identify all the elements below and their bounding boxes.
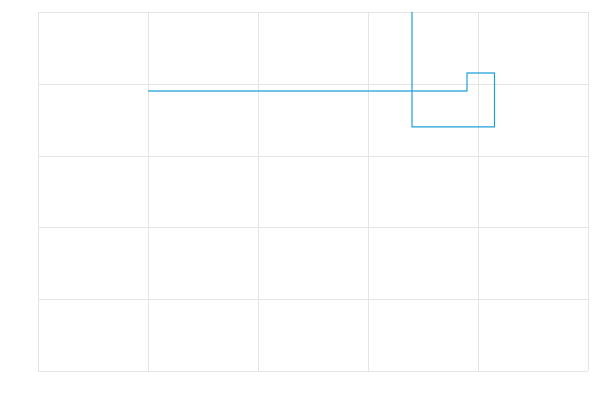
series-line-1 <box>148 12 495 127</box>
series-group <box>148 12 495 127</box>
grid <box>38 12 589 372</box>
